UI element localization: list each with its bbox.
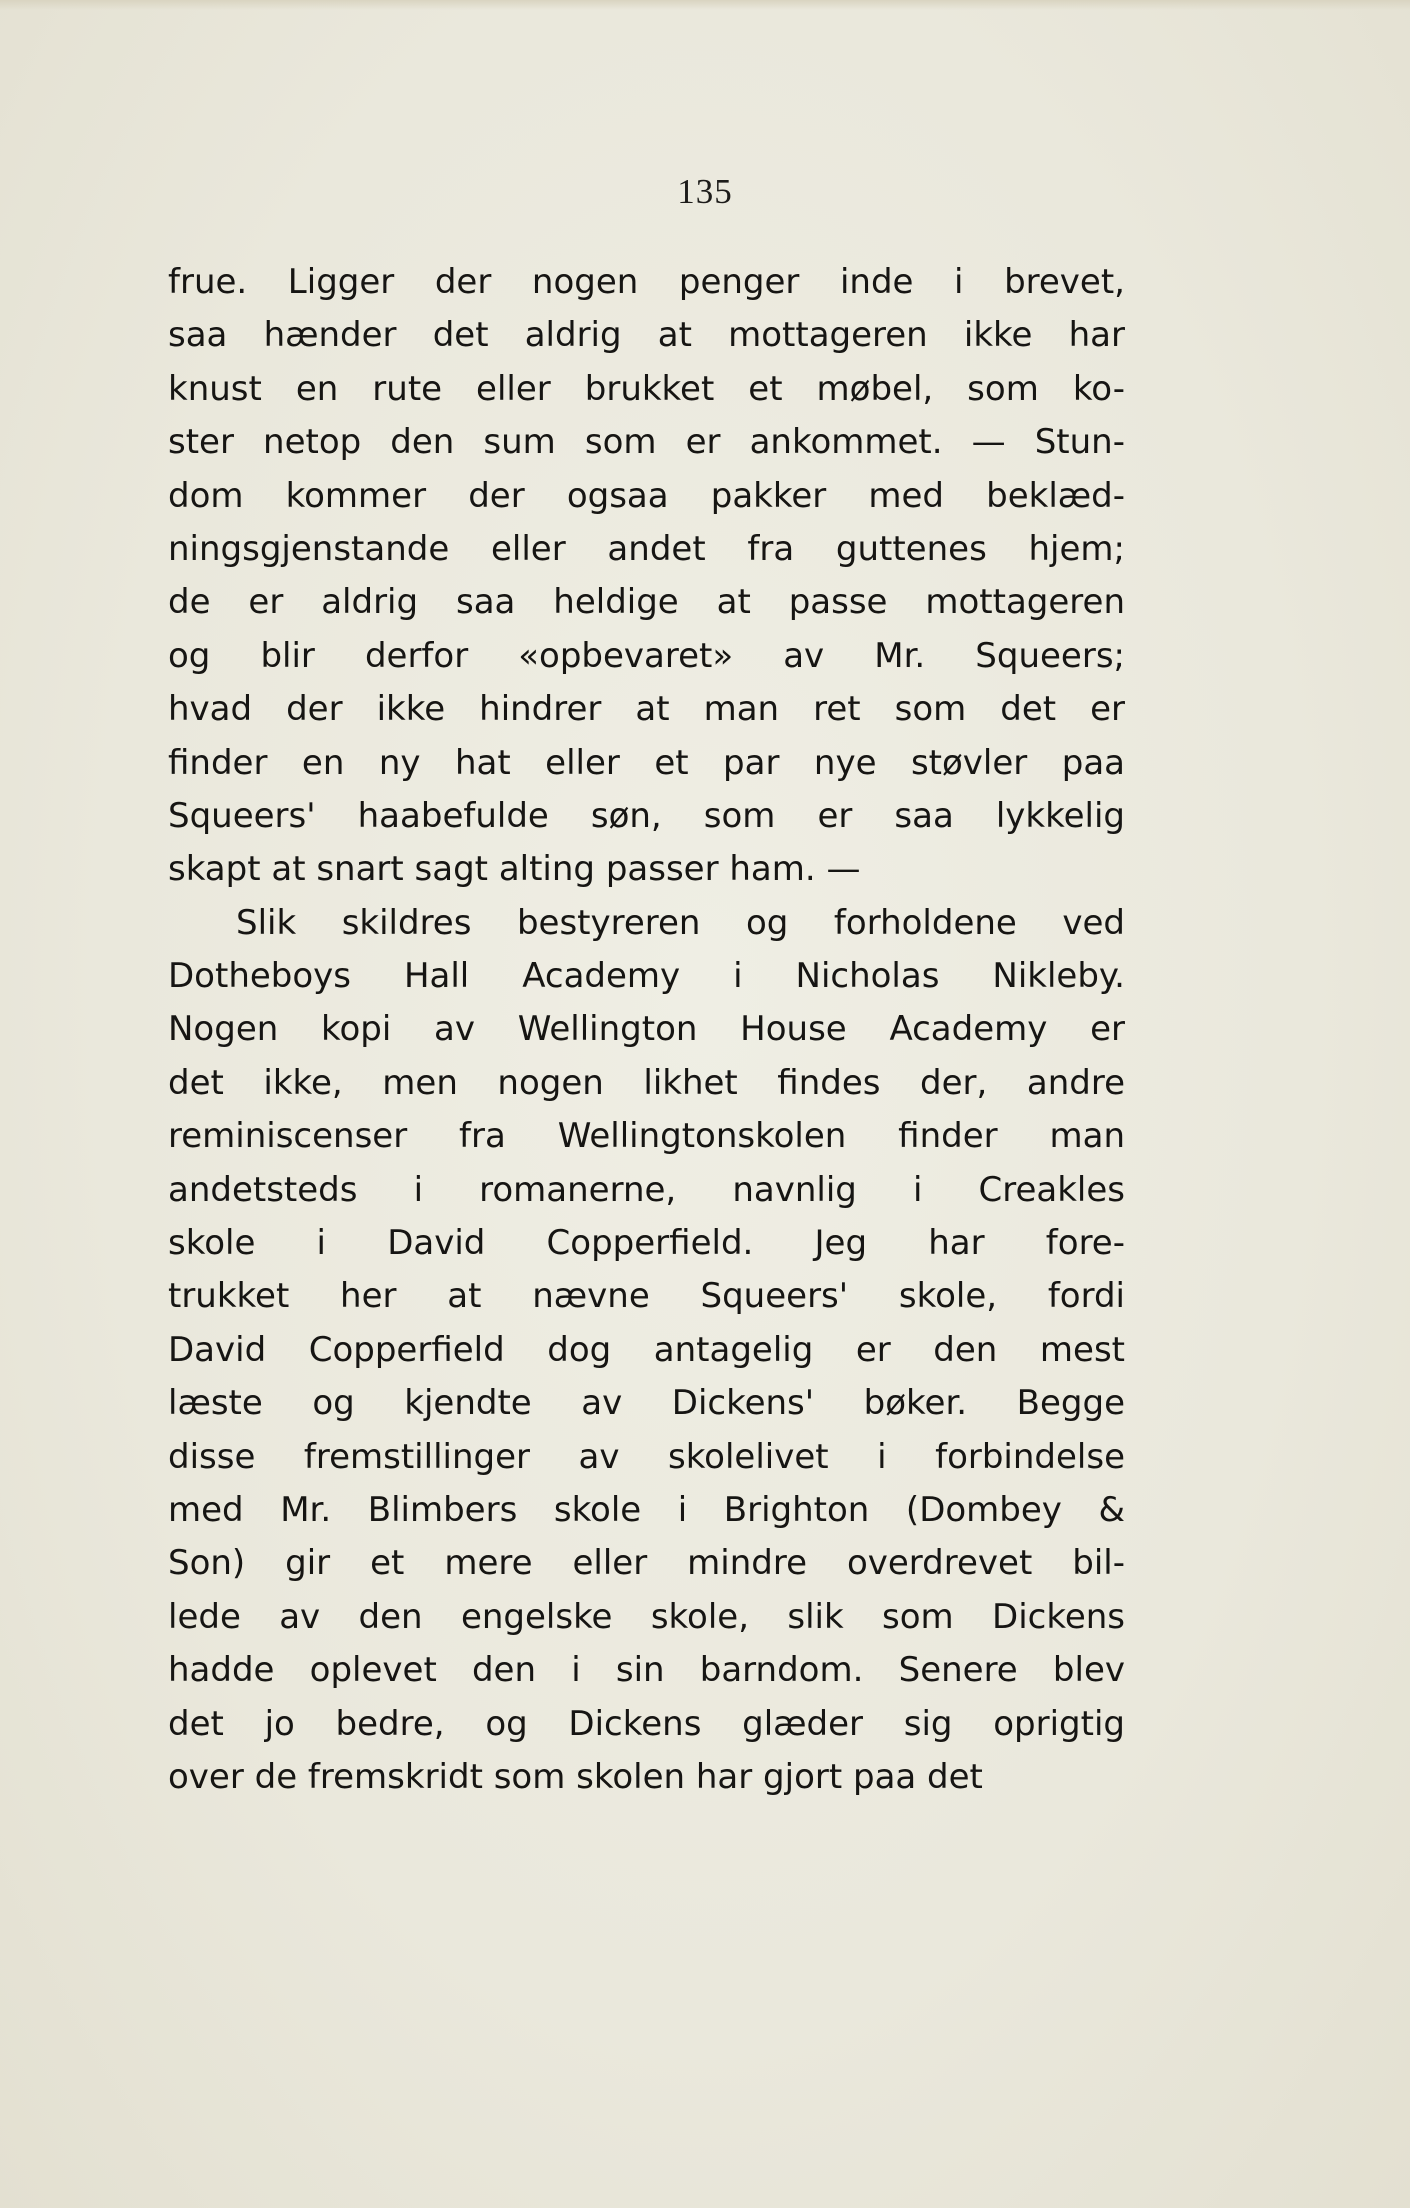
text-line: Nogen kopi av Wellington House Academy er (168, 1009, 1125, 1050)
page-number: 135 (677, 172, 733, 211)
text-line: lede av den engelske skole, slik som Dickens (168, 1596, 1125, 1637)
text-line: Son) gir et mere eller mindre overdrevet bil- (168, 1543, 1125, 1584)
text-line: Dotheboys Hall Academy i Nicholas Nikleby. (168, 956, 1125, 997)
text-line: trukket her at nævne Squeers' skole, fordi (168, 1276, 1125, 1317)
text-line: ningsgjenstande eller andet fra guttenes hjem; (168, 528, 1125, 569)
text-line: ster netop den sum som er ankommet. — Stun- (168, 422, 1125, 463)
text-line: det jo bedre, og Dickens glæder sig oprigtig (168, 1703, 1125, 1744)
text-line: andetsteds i romanerne, navnlig i Creakles (168, 1169, 1125, 1210)
text-line: skapt at snart sagt alting passer ham. — (168, 849, 861, 890)
page-top-shadow (0, 0, 1410, 10)
text-line: skole i David Copperfield. Jeg har fore- (168, 1223, 1125, 1264)
text-line: og blir derfor «opbevaret» av Mr. Squeers; (168, 635, 1125, 676)
text-line: disse fremstillinger av skolelivet i forbindelse (168, 1436, 1125, 1477)
body-text (168, 256, 1125, 1804)
text-line: knust en rute eller brukket et møbel, som ko- (168, 368, 1125, 409)
text-line: hvad der ikke hindrer at man ret som det er (168, 689, 1125, 730)
text-line: de er aldrig saa heldige at passe mottageren (168, 582, 1125, 623)
text-line: Slik skildres bestyreren og forholdene ved (236, 902, 1125, 943)
text-line: hadde oplevet den i sin barndom. Senere blev (168, 1650, 1125, 1691)
text-line: med Mr. Blimbers skole i Brighton (Dombey & (168, 1489, 1125, 1530)
text-line: reminiscenser fra Wellingtonskolen finder man (168, 1116, 1125, 1157)
text-line: det ikke, men nogen likhet findes der, andre (168, 1062, 1125, 1103)
text-line: Squeers' haabefulde søn, som er saa lykkelig (168, 795, 1125, 836)
text-line: dom kommer der ogsaa pakker med beklæd- (168, 475, 1125, 516)
text-line: finder en ny hat eller et par nye støvler paa (168, 742, 1125, 783)
text-line: saa hænder det aldrig at mottageren ikke har (168, 315, 1125, 356)
text-line: over de fremskridt som skolen har gjort paa det (168, 1756, 983, 1797)
text-line: David Copperfield dog antagelig er den mest (168, 1329, 1125, 1370)
text-line: frue. Ligger der nogen penger inde i brevet, (168, 262, 1125, 302)
text-line: læste og kjendte av Dickens' bøker. Begge (168, 1383, 1125, 1424)
